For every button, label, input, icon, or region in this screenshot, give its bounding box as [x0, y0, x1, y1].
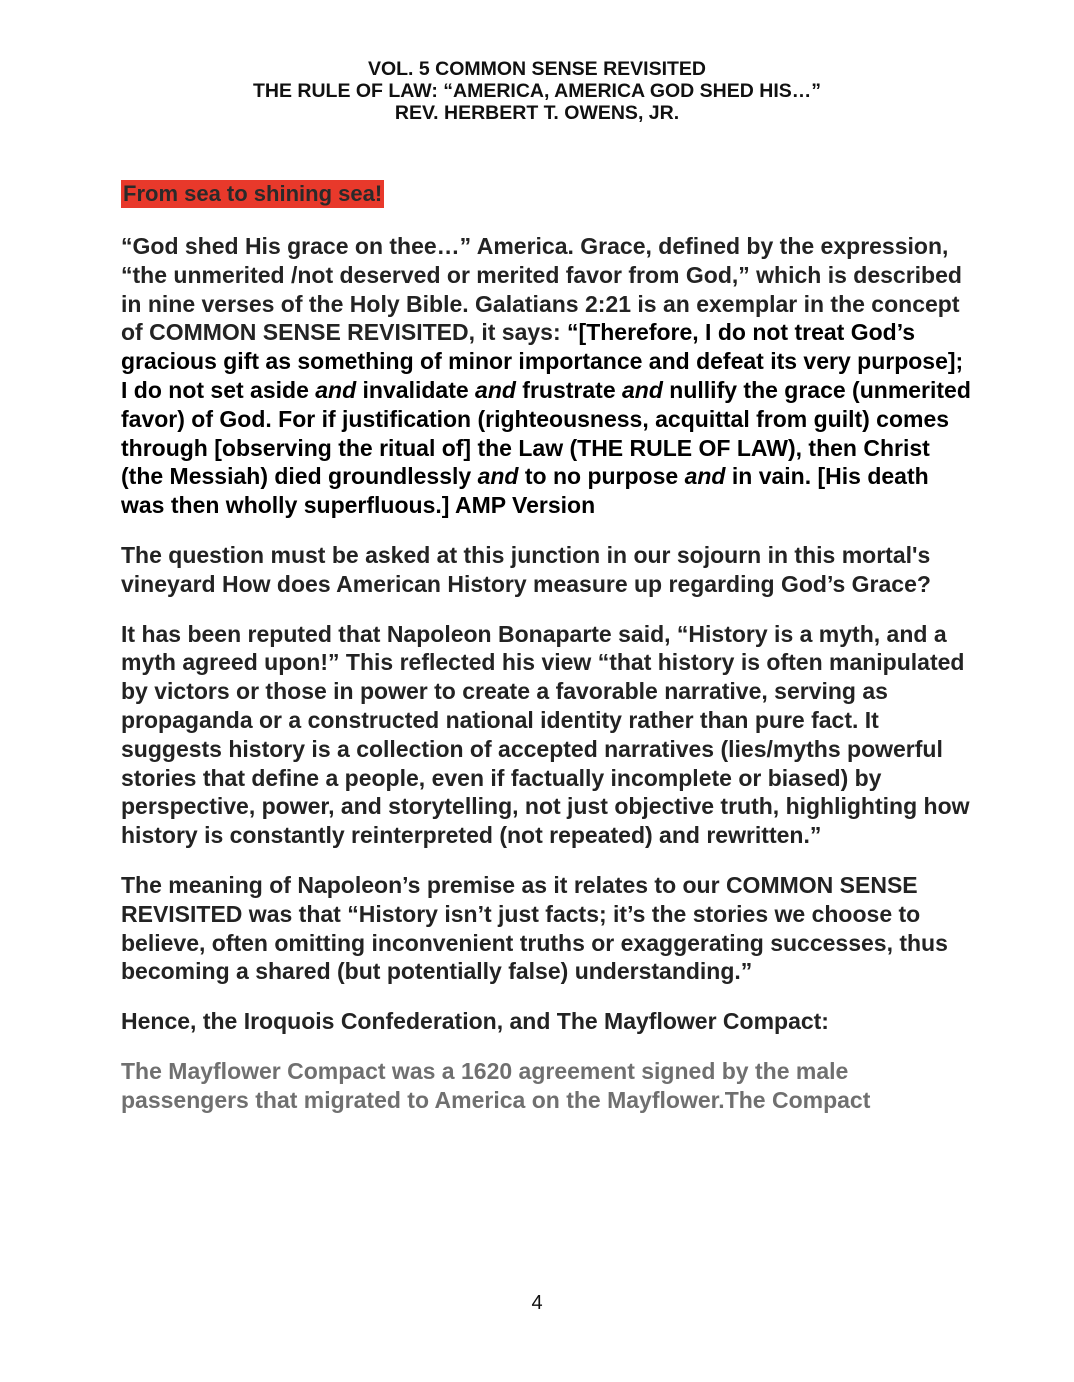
- quote-segment: nullify the grace (unmerited favor) of God. For if justification (righteousness, acquittal from guilt) comes through [observing the ritual of] the Law (THE RULE OF LAW), then Christ (the Messiah) died groundlessly: [121, 376, 971, 490]
- document-body: [121, 180, 971, 1136]
- quote-segment: invalidate: [356, 376, 476, 403]
- quote-emphasis: and: [622, 376, 663, 403]
- paragraph-question: The question must be asked at this junction in our sojourn in this mortal's vineyard How does American History measure up regarding God’s Grace?: [121, 541, 931, 597]
- quote-emphasis: and: [315, 376, 357, 403]
- section-heading: From sea to shining sea!: [123, 181, 383, 206]
- document-header: [0, 58, 1074, 124]
- quote-segment: to no purpose: [518, 463, 685, 490]
- header-chapter-title: THE RULE OF LAW: “AMERICA, AMERICA GOD SHED HIS…”: [252, 80, 822, 102]
- galatians-quote: [121, 319, 971, 518]
- quote-segment: frustrate: [515, 376, 623, 403]
- quote-emphasis: and: [684, 463, 726, 490]
- header-volume-title: VOL. 5 COMMON SENSE REVISITED: [367, 58, 707, 80]
- grace-intro-text: “God shed His grace on thee…” America. Grace, defined by the expression, “the unmerited /not deserved or merited favor from God,” which is described in nine verses of the Holy Bible. Galatians 2:21 is an exemplar in the concept of COMMON SENSE REVISITED, it says:: [121, 233, 962, 346]
- paragraph-hence: Hence, the Iroquois Confederation, and The Mayflower Compact:: [121, 1008, 829, 1035]
- quote-segment: “[Therefore, I do not treat God’s gracious gift as something of minor importance and defeat its very purpose]; I do not set aside: [121, 319, 964, 403]
- page-number: 4: [531, 1292, 543, 1314]
- paragraph-premise: The meaning of Napoleon’s premise as it relates to our COMMON SENSE REVISITED was that “History isn’t just facts; it’s the stories we choose to believe, often omitting inconvenient truths or exaggerating successes, thus becoming a shared (but potentially false) understanding.”: [121, 871, 948, 985]
- paragraph-mayflower: The Mayflower Compact was a 1620 agreement signed by the male passengers that migrated to America on the Mayflower.The Compact: [121, 1057, 871, 1113]
- quote-emphasis: and: [477, 463, 519, 490]
- quote-emphasis: and: [475, 376, 516, 403]
- header-author: REV. HERBERT T. OWENS, JR.: [394, 102, 680, 124]
- quote-segment: in vain. [His death was then wholly superfluous.] AMP Version: [121, 463, 929, 519]
- paragraph-grace: [121, 232, 971, 520]
- paragraph-napoleon: It has been reputed that Napoleon Bonaparte said, “History is a myth, and a myth agreed upon!” This reflected his view “that history is often manipulated by victors or those in power to create a favorable narrative, serving as propaganda or a constructed national identity rather than pure fact. It suggests history is a collection of accepted narratives (lies/myths powerful stories that define a people, even if factually incomplete or biased) by perspective, power, and storytelling, not just objective truth, highlighting how history is constantly reinterpreted (not repeated) and rewritten.”: [121, 620, 970, 849]
